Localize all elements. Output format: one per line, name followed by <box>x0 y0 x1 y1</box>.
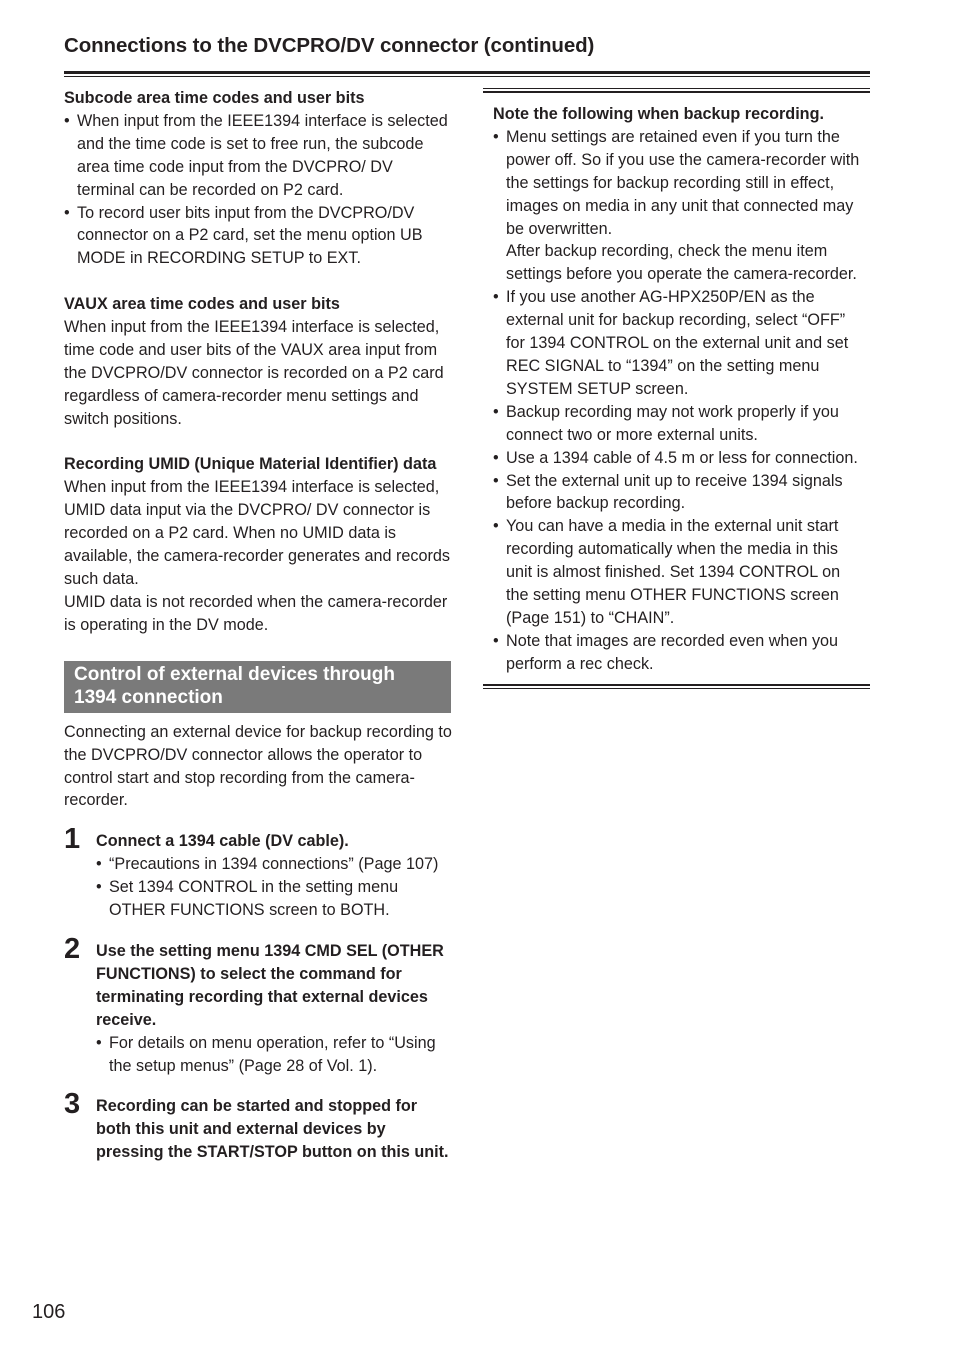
page-title: Connections to the DVCPRO/DV connector (continued) <box>64 34 595 57</box>
list-item: • When input from the IEEE1394 interface is selected and the time code is set to free run, the subcode area time code input from the DVCPRO/ DV terminal can be recorded on P2 card. <box>64 110 454 202</box>
list-item: • Backup recording may not work properly if you connect two or more external units. <box>493 401 860 447</box>
list-item: • Use a 1394 cable of 4.5 m or less for connection. <box>493 447 860 470</box>
step-2 <box>64 932 454 1077</box>
left-column <box>64 87 454 1164</box>
list-item: • “Precautions in 1394 connections” (Page 107) <box>96 853 454 876</box>
note-heading: Note the following when backup recording. <box>493 105 824 123</box>
note-top-rule <box>483 88 870 89</box>
list-item: • If you use another AG-HPX250P/EN as the external unit for backup recording, select “OFF” for 1394 CONTROL on the external unit and set REC SIGNAL to “1394” on the setting menu SYSTEM SETUP screen. <box>493 286 860 401</box>
umid-heading: Recording UMID (Unique Material Identifier) data <box>64 455 437 474</box>
list-item: • Set the external unit up to receive 1394 signals before backup recording. <box>493 470 860 516</box>
note-list <box>493 126 860 676</box>
title-rule-thin <box>64 76 870 77</box>
step-text: Recording can be started and stopped for both this unit and external devices by pressing the START/STOP button on this unit. <box>96 1097 449 1162</box>
page-number: 106 <box>32 1301 66 1323</box>
step-1 <box>64 823 454 922</box>
step-text: Use the setting menu 1394 CMD SEL (OTHER FUNCTIONS) to select the command for terminating recording that external devices receive. <box>96 941 444 1029</box>
umid-body-dv: UMID data is not recorded when the camera-recorder is operating in the DV mode. <box>64 592 448 634</box>
step-text: Connect a 1394 cable (DV cable). <box>96 832 349 851</box>
note-item-continued: After backup recording, check the menu item settings before you operate the camera-recorder. <box>506 242 857 284</box>
step-bullets <box>96 853 454 922</box>
step-number: 3 <box>64 1088 81 1121</box>
vaux-heading: VAUX area time codes and user bits <box>64 295 340 314</box>
list-item: • For details on menu operation, refer to “Using the setup menus” (Page 28 of Vol. 1). <box>96 1032 454 1078</box>
list-item: • To record user bits input from the DVCPRO/DV connector on a P2 card, set the menu option UB MODE in RECORDING SETUP to EXT. <box>64 202 454 271</box>
note-item-text: Menu settings are retained even if you turn the power off. So if you use the camera-recorder with the settings for backup recording still in effect, images on media in any unit that connected may be overwritten. <box>506 127 860 238</box>
subcode-list <box>64 110 454 270</box>
right-column <box>483 88 870 689</box>
list-item <box>493 126 860 286</box>
note-bottom-rule <box>483 684 870 686</box>
note-content <box>483 93 870 684</box>
list-item: • You can have a media in the external unit start recording automatically when the media in this unit is almost finished. Set 1394 CONTROL on the setting menu OTHER FUNCTIONS screen (Page 151) to “CHAIN”. <box>493 515 860 630</box>
list-item: • Set 1394 CONTROL in the setting menu OTHER FUNCTIONS screen to BOTH. <box>96 876 454 922</box>
subcode-heading: Subcode area time codes and user bits <box>64 89 365 107</box>
list-item: • Note that images are recorded even when you perform a rec check. <box>493 630 860 676</box>
note-box <box>483 88 870 689</box>
step-bullets <box>96 1032 454 1078</box>
vaux-body: When input from the IEEE1394 interface is selected, time code and user bits of the VAUX area input from the DVCPRO/DV connector is recorded on a P2 card regardless of camera-recorder menu settings and switch positions. <box>64 318 444 428</box>
section-intro: Connecting an external device for backup recording to the DVCPRO/DV connector allows the operator to control start and stop recording from the camera-recorder. <box>64 722 452 810</box>
title-rule <box>64 71 870 74</box>
note-bottom-rule-thin <box>483 688 870 689</box>
step-3 <box>64 1088 454 1164</box>
section-heading: Control of external devices through 1394 connection <box>64 661 451 713</box>
umid-body: When input from the IEEE1394 interface is selected, UMID data input via the DVCPRO/ DV connector is recorded on a P2 card. When no UMID data is available, the camera-recorder generates and records such data. <box>64 478 451 588</box>
step-number: 2 <box>64 932 81 965</box>
step-number: 1 <box>64 823 81 856</box>
